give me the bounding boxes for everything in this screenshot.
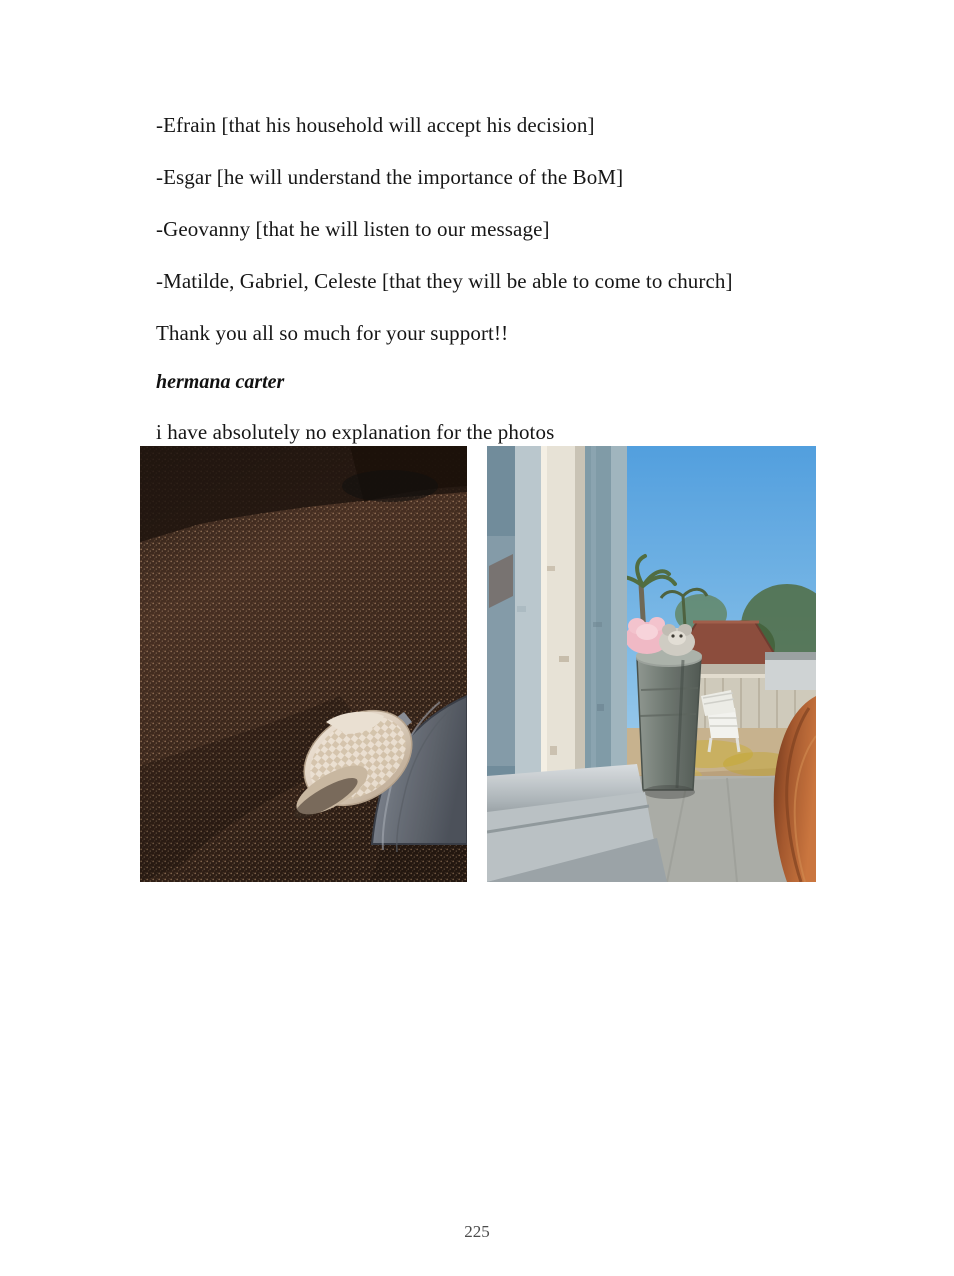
photo-foot-on-carpet xyxy=(140,446,467,882)
page-body xyxy=(156,112,816,471)
body-line: -Geovanny [that he will listen to our message] xyxy=(156,216,550,241)
body-line: -Matilde, Gabriel, Celeste [that they will be able to come to church] xyxy=(156,268,733,293)
signature-line: hermana carter xyxy=(156,371,285,394)
page-number: 225 xyxy=(464,1222,490,1241)
photo-caption: i have absolutely no explanation for the photos xyxy=(156,420,555,445)
body-line: -Efrain [that his household will accept his decision] xyxy=(156,113,595,137)
photo-group xyxy=(140,446,816,884)
body-line: Thank you all so much for your support!! xyxy=(156,320,509,345)
photo-trash-can-teddy-bear xyxy=(487,446,816,882)
photo-foot-on-carpet-graphic xyxy=(140,446,467,882)
photo-trash-can-teddy-bear-graphic xyxy=(487,446,816,882)
body-line: -Esgar [he will understand the importance of the BoM] xyxy=(156,164,624,189)
